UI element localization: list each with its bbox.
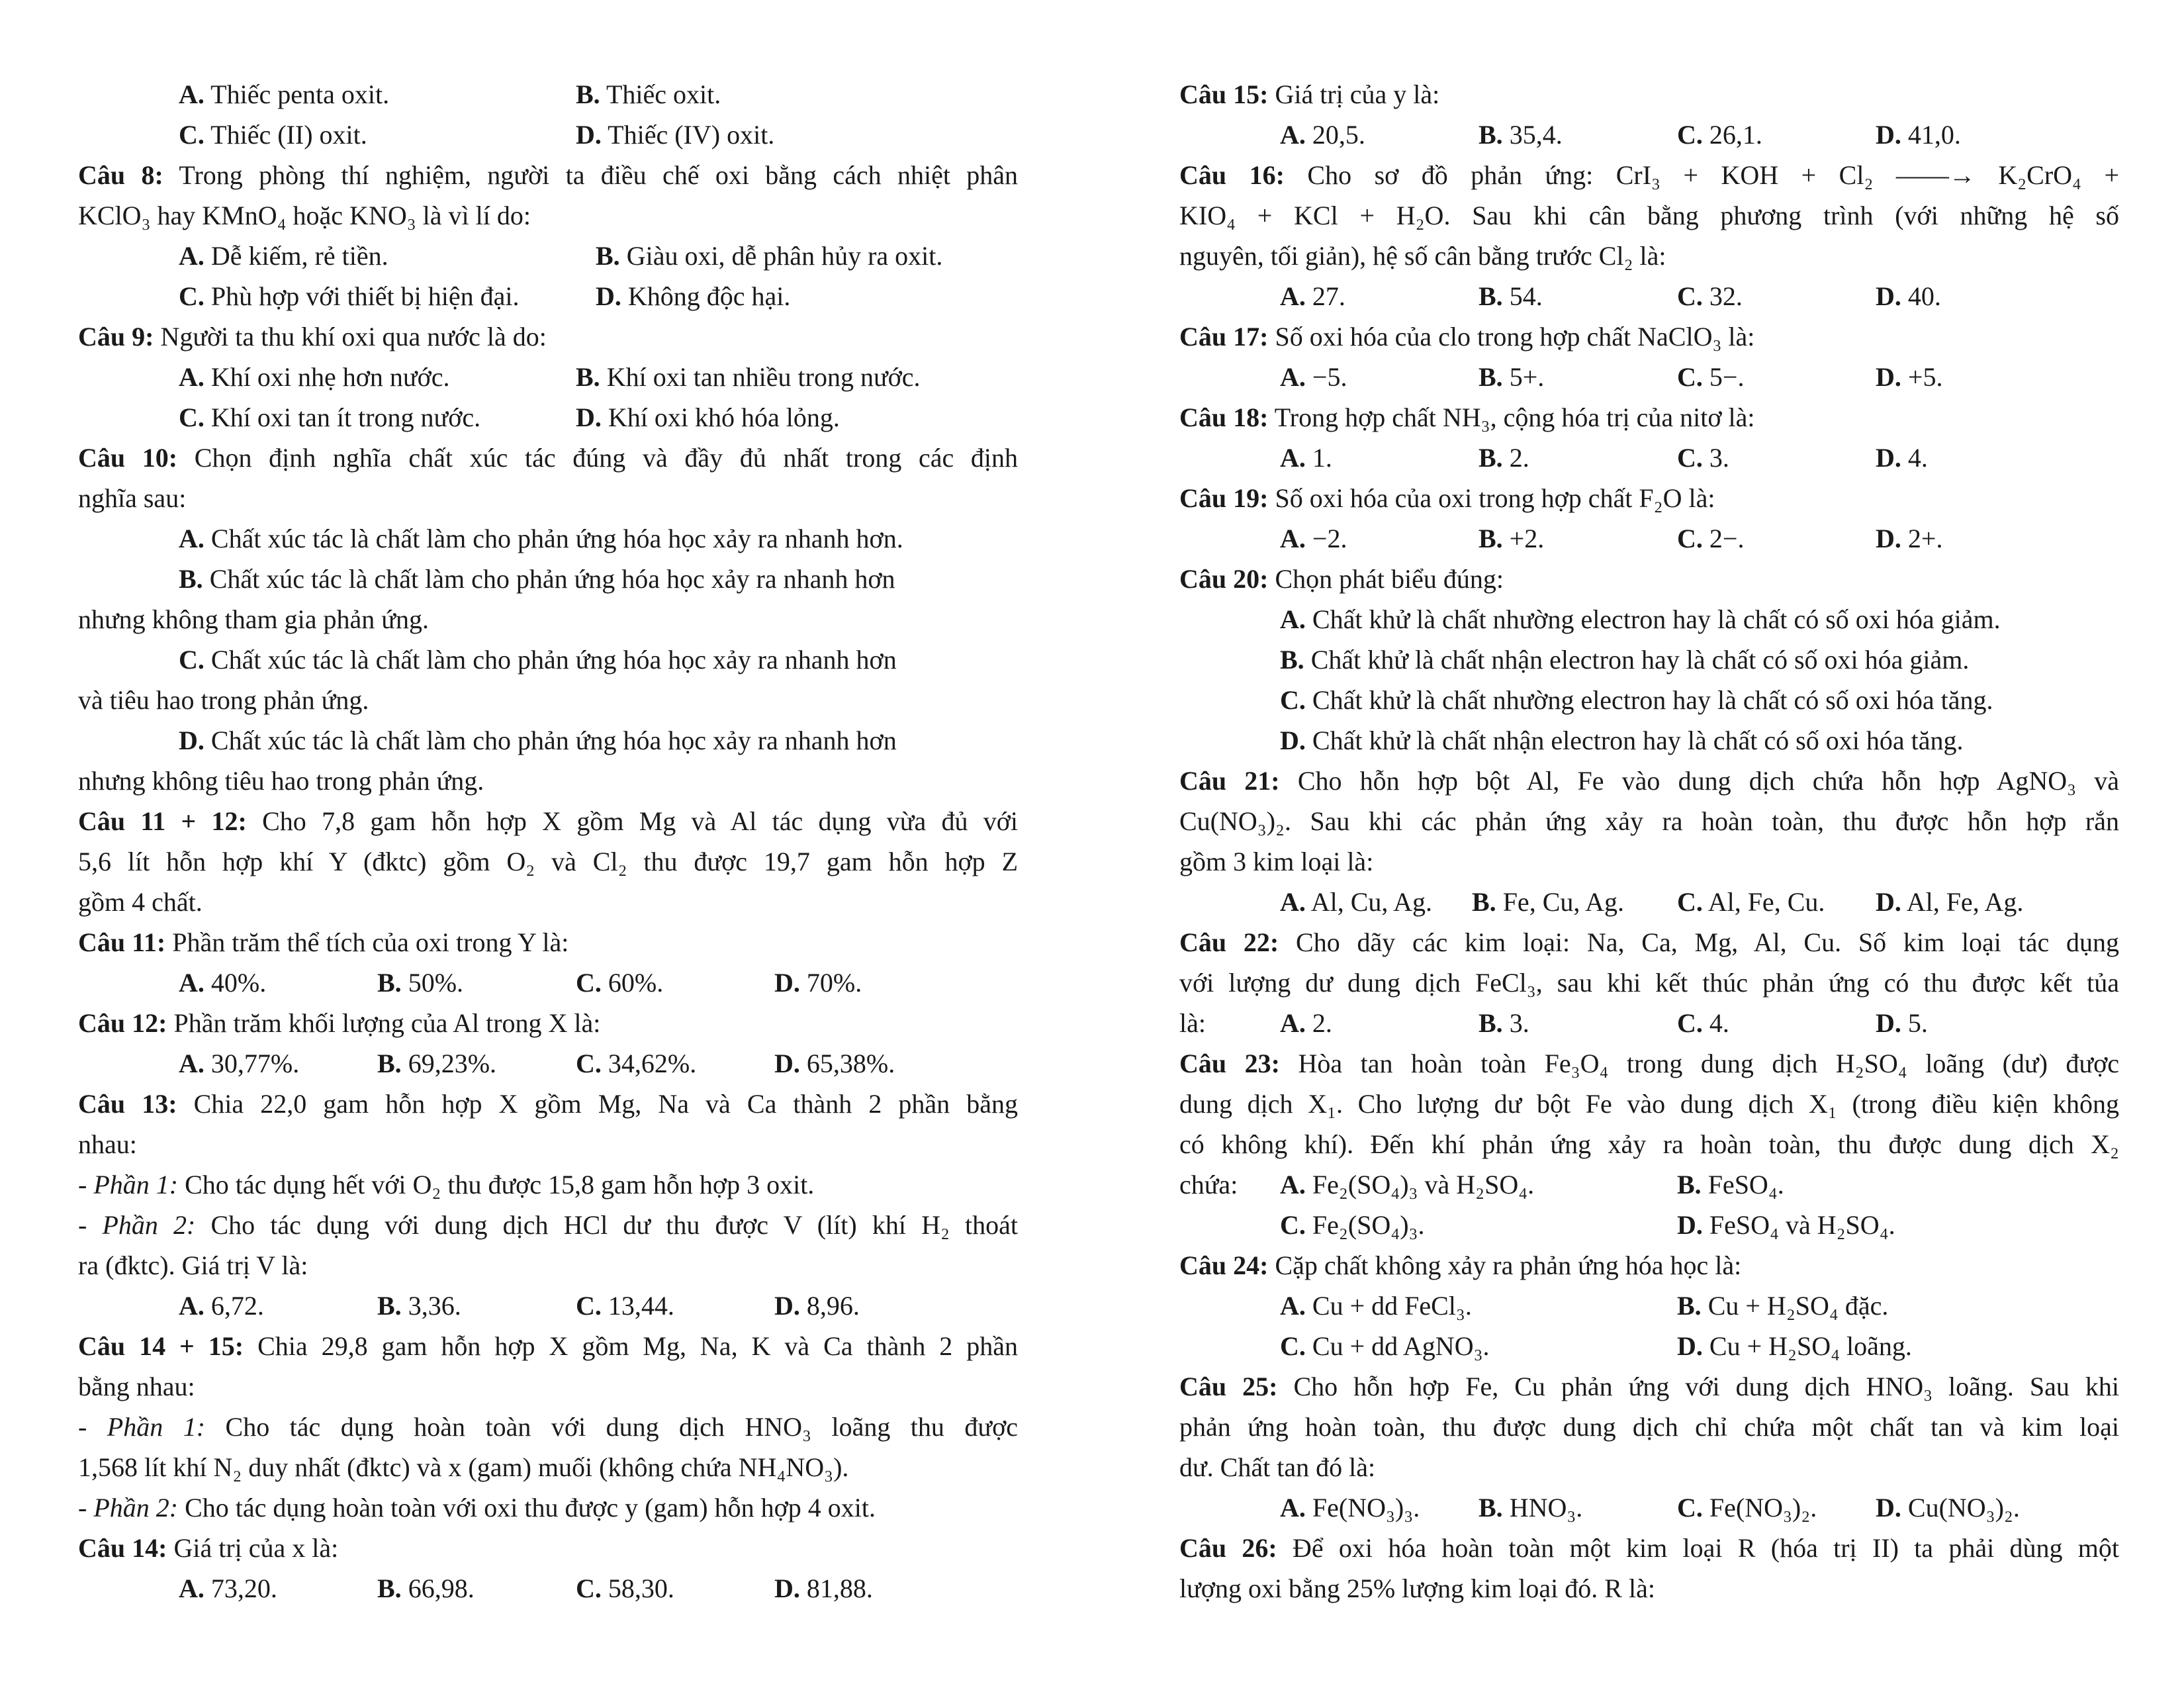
q18-option-c: C. 3. — [1677, 443, 1729, 473]
q14-15-part2: - Phần 2: Cho tác dụng hoàn toàn với oxi thu được y (gam) hỗn hợp 4 oxit. — [78, 1493, 876, 1523]
q14-option-a: A. 73,20. — [179, 1573, 277, 1603]
q8-options-row2 — [78, 276, 1018, 316]
q25-option-b: B. HNO₃. — [1479, 1493, 1583, 1523]
q12-option-c: C. 34,62%. — [576, 1049, 697, 1078]
q19-option-c: C. 2−. — [1677, 524, 1745, 553]
q18-option-a: A. 1. — [1280, 443, 1332, 473]
q25-option-c: C. Fe(NO₃)₂. — [1677, 1493, 1817, 1523]
q10-option-c-line1: C. Chất xúc tác là chất làm cho phản ứng hóa học xảy ra nhanh hơn — [179, 645, 897, 675]
q15-option-d: D. 41,0. — [1876, 120, 1961, 150]
q12-stem: Câu 12: Phần trăm khối lượng của Al trong X là: — [78, 1008, 601, 1038]
q16-stem-line2: KIO₄ + KCl + H₂O. Sau khi cân bằng phương trình (với những hệ số — [1179, 201, 2119, 230]
q11-options — [78, 962, 1018, 1003]
q21-stem-line1: Câu 21: Cho hỗn hợp bột Al, Fe vào dung dịch chứa hỗn hợp AgNO₃ và — [1179, 766, 2120, 796]
q24-options-row2 — [1179, 1326, 2119, 1366]
q10-stem-line2: nghĩa sau: — [78, 483, 187, 513]
q20-option-b: B. Chất khử là chất nhận electron hay là chất có số oxi hóa giảm. — [1280, 645, 1970, 675]
q25-options — [1179, 1487, 2119, 1528]
q9-option-c: C. Khí oxi tan ít trong nước. — [179, 402, 481, 432]
q10-option-d-line1: D. Chất xúc tác là chất làm cho phản ứng hóa học xảy ra nhanh hơn — [179, 726, 897, 755]
q15-option-a: A. 20,5. — [1280, 120, 1365, 150]
q23-option-b: B. FeSO₄. — [1677, 1170, 1784, 1199]
q10-option-c-line2: và tiêu hao trong phản ứng. — [78, 685, 369, 715]
q23-stem-line4: chứa: — [1179, 1170, 1238, 1199]
q9-options-row1 — [78, 357, 1018, 397]
q9-options-row2 — [78, 397, 1018, 438]
q22-stem-line3: là: — [1179, 1008, 1206, 1038]
q21-stem-line2: Cu(NO₃)₂. Sau khi các phản ứng xảy ra hoàn toàn, thu được hỗn hợp rắn — [1179, 806, 2119, 836]
q26-stem-line1: Câu 26: Để oxi hóa hoàn toàn một kim loại R (hóa trị II) ta phải dùng một — [1179, 1533, 2119, 1563]
q13-stem-line1: Câu 13: Chia 22,0 gam hỗn hợp X gồm Mg, Na và Ca thành 2 phần bằng — [78, 1089, 1018, 1119]
q21-stem-line3: gồm 3 kim loại là: — [1179, 847, 1374, 876]
q11-option-c: C. 60%. — [576, 968, 664, 998]
q17-option-d: D. +5. — [1876, 362, 1943, 392]
q7-options-row2 — [78, 115, 1018, 155]
q21-option-d: D. Al, Fe, Ag. — [1876, 887, 2024, 917]
q17-option-c: C. 5−. — [1677, 362, 1745, 392]
q8-option-d: D. Không độc hại. — [596, 281, 791, 311]
left-column — [78, 74, 1018, 1609]
q16-option-a: A. 27. — [1280, 281, 1345, 311]
q24-option-d: D. Cu + H₂SO₄ loãng. — [1677, 1331, 1912, 1361]
q9-option-d: D. Khí oxi khó hóa lỏng. — [576, 402, 840, 432]
q13-option-a: A. 6,72. — [179, 1291, 264, 1321]
q21-option-c: C. Al, Fe, Cu. — [1677, 887, 1825, 917]
q19-stem: Câu 19: Số oxi hóa của oxi trong hợp chất F₂O là: — [1179, 483, 1715, 513]
q23-stem-line2: dung dịch X₁. Cho lượng dư bột Fe vào dung dịch X₁ (trong điều kiện không — [1179, 1089, 2119, 1119]
q14-option-c: C. 58,30. — [576, 1573, 674, 1603]
q22-stem-line2: với lượng dư dung dịch FeCl₃, sau khi kết thúc phản ứng có thu được kết tủa — [1179, 968, 2119, 998]
q15-option-b: B. 35,4. — [1479, 120, 1563, 150]
q11-12-stem-line3: gồm 4 chất. — [78, 887, 203, 917]
right-column — [1179, 74, 2119, 1609]
q13-options — [78, 1286, 1018, 1326]
q10-option-d-line2: nhưng không tiêu hao trong phản ứng. — [78, 766, 484, 796]
q21-options — [1179, 882, 2119, 922]
q15-options — [1179, 115, 2119, 155]
q13-option-d: D. 8,96. — [774, 1291, 860, 1321]
q24-option-b: B. Cu + H₂SO₄ đặc. — [1677, 1291, 1889, 1321]
q8-stem-line2: KClO₃ hay KMnO₄ hoặc KNO₃ là vì lí do: — [78, 201, 531, 230]
q21-option-a: A. Al, Cu, Ag. — [1280, 887, 1433, 917]
q7-option-c: C. Thiếc (II) oxit. — [179, 120, 367, 150]
q18-option-b: B. 2. — [1479, 443, 1529, 473]
q8-option-c: C. Phù hợp với thiết bị hiện đại. — [179, 281, 520, 311]
q14-stem: Câu 14: Giá trị của x là: — [78, 1533, 339, 1563]
q19-options — [1179, 518, 2119, 559]
q10-option-b-line2: nhưng không tham gia phản ứng. — [78, 604, 429, 634]
q25-option-d: D. Cu(NO₃)₂. — [1876, 1493, 2020, 1523]
q14-15-part1-line2: 1,568 lít khí N₂ duy nhất (đktc) và x (gam) muối (không chứa NH₄NO₃). — [78, 1452, 849, 1482]
q22-option-d: D. 5. — [1876, 1008, 1928, 1038]
q15-stem: Câu 15: Giá trị của y là: — [1179, 79, 1440, 109]
q7-options-row1 — [78, 74, 1018, 115]
q17-option-b: B. 5+. — [1479, 362, 1545, 392]
q19-option-d: D. 2+. — [1876, 524, 1943, 553]
q12-option-b: B. 69,23%. — [377, 1049, 497, 1078]
q22-option-a: A. 2. — [1280, 1008, 1332, 1038]
q16-stem-line3: nguyên, tối giản), hệ số cân bằng trước Cl₂ là: — [1179, 241, 1666, 271]
q13-part2-line1: - Phần 2: Cho tác dụng với dung dịch HCl dư thu được V (lít) khí H₂ thoát — [78, 1210, 1019, 1240]
q20-stem: Câu 20: Chọn phát biểu đúng: — [1179, 564, 1504, 594]
q22-option-b: B. 3. — [1479, 1008, 1529, 1038]
q12-options — [78, 1043, 1018, 1084]
q14-15-stem-line2: bằng nhau: — [78, 1372, 195, 1401]
q16-stem-line1: Câu 16: Cho sơ đồ phản ứng: CrI₃ + KOH + Cl₂ ——→ K₂CrO₄ + — [1179, 160, 2120, 190]
q7-option-a: A. Thiếc penta oxit. — [179, 79, 390, 109]
q18-options — [1179, 438, 2119, 478]
q11-12-stem-line2: 5,6 lít hỗn hợp khí Y (đktc) gồm O₂ và Cl₂ thu được 19,7 gam hỗn hợp Z — [78, 847, 1018, 876]
q13-part1: - Phần 1: Cho tác dụng hết với O₂ thu được 15,8 gam hỗn hợp 3 oxit. — [78, 1170, 815, 1199]
q17-stem: Câu 17: Số oxi hóa của clo trong hợp chất NaClO₃ là: — [1179, 322, 1755, 352]
q14-15-part1-line1: - Phần 1: Cho tác dụng hoàn toàn với dung dịch HNO₃ loãng thu được — [78, 1412, 1018, 1442]
q15-option-c: C. 26,1. — [1677, 120, 1762, 150]
q13-option-c: C. 13,44. — [576, 1291, 674, 1321]
q14-15-stem-line1: Câu 14 + 15: Chia 29,8 gam hỗn hợp X gồm Mg, Na, K và Ca thành 2 phần — [78, 1331, 1019, 1361]
q12-option-d: D. 65,38%. — [774, 1049, 895, 1078]
q14-option-b: B. 66,98. — [377, 1573, 475, 1603]
q10-stem-line1: Câu 10: Chọn định nghĩa chất xúc tác đúng và đầy đủ nhất trong các định — [78, 443, 1019, 473]
q18-stem: Câu 18: Trong hợp chất NH₃, cộng hóa trị của nitơ là: — [1179, 402, 1755, 432]
q16-options — [1179, 276, 2119, 316]
q25-stem-line2: phản ứng hoàn toàn, thu được dung dịch chỉ chứa một chất tan và kim loại — [1179, 1412, 2119, 1442]
q7-option-d: D. Thiếc (IV) oxit. — [576, 120, 775, 150]
q9-option-b: B. Khí oxi tan nhiều trong nước. — [576, 362, 921, 392]
q24-option-a: A. Cu + dd FeCl₃. — [1280, 1291, 1472, 1321]
q25-option-a: A. Fe(NO₃)₃. — [1280, 1493, 1420, 1523]
q24-option-c: C. Cu + dd AgNO₃. — [1280, 1331, 1490, 1361]
q25-stem-line1: Câu 25: Cho hỗn hợp Fe, Cu phản ứng với dung dịch HNO₃ loãng. Sau khi — [1179, 1372, 2120, 1401]
q7-option-b: B. Thiếc oxit. — [576, 79, 721, 109]
q13-part2-line2: ra (đktc). Giá trị V là: — [78, 1250, 308, 1280]
q8-stem-line1: Câu 8: Trong phòng thí nghiệm, người ta điều chế oxi bằng cách nhiệt phân — [78, 160, 1019, 190]
q20-option-a: A. Chất khử là chất nhường electron hay là chất có số oxi hóa giảm. — [1280, 604, 2001, 634]
q18-option-d: D. 4. — [1876, 443, 1928, 473]
q23-options-row1 — [1179, 1164, 2119, 1205]
q19-option-b: B. +2. — [1479, 524, 1545, 553]
q9-option-a: A. Khí oxi nhẹ hơn nước. — [179, 362, 450, 392]
q19-option-a: A. −2. — [1280, 524, 1347, 553]
q13-stem-line2: nhau: — [78, 1129, 137, 1159]
q22-stem-line1: Câu 22: Cho dãy các kim loại: Na, Ca, Mg, Al, Cu. Số kim loại tác dụng — [1179, 927, 2120, 957]
q24-stem: Câu 24: Cặp chất không xảy ra phản ứng hóa học là: — [1179, 1250, 1742, 1280]
q22-option-c: C. 4. — [1677, 1008, 1729, 1038]
q14-option-d: D. 81,88. — [774, 1573, 873, 1603]
q14-options — [78, 1568, 1018, 1609]
q17-options — [1179, 357, 2119, 397]
q13-option-b: B. 3,36. — [377, 1291, 461, 1321]
q11-stem: Câu 11: Phần trăm thể tích của oxi trong Y là: — [78, 927, 569, 957]
q9-stem: Câu 9: Người ta thu khí oxi qua nước là do: — [78, 322, 547, 352]
q10-option-b-line1: B. Chất xúc tác là chất làm cho phản ứng hóa học xảy ra nhanh hơn — [179, 564, 895, 594]
q21-option-b: B. Fe, Cu, Ag. — [1472, 887, 1625, 917]
q8-option-b: B. Giàu oxi, dễ phân hủy ra oxit. — [596, 241, 943, 271]
q23-option-a: A. Fe₂(SO₄)₃ và H₂SO₄. — [1280, 1170, 1535, 1199]
q23-option-d: D. FeSO₄ và H₂SO₄. — [1677, 1210, 1895, 1240]
q24-options-row1 — [1179, 1286, 2119, 1326]
q20-option-d: D. Chất khử là chất nhận electron hay là chất có số oxi hóa tăng. — [1280, 726, 1964, 755]
q16-option-c: C. 32. — [1677, 281, 1743, 311]
q16-option-d: D. 40. — [1876, 281, 1941, 311]
q10-option-a: A. Chất xúc tác là chất làm cho phản ứng hóa học xảy ra nhanh hơn. — [179, 524, 903, 553]
q12-option-a: A. 30,77%. — [179, 1049, 300, 1078]
q26-stem-line2: lượng oxi bằng 25% lượng kim loại đó. R là: — [1179, 1573, 1655, 1603]
q8-options-row1 — [78, 236, 1018, 276]
q23-options-row2 — [1179, 1205, 2119, 1245]
q20-option-c: C. Chất khử là chất nhường electron hay là chất có số oxi hóa tăng. — [1280, 685, 1993, 715]
q22-options — [1179, 1003, 2119, 1043]
q16-option-b: B. 54. — [1479, 281, 1543, 311]
q11-12-stem-line1: Câu 11 + 12: Cho 7,8 gam hỗn hợp X gồm Mg và Al tác dụng vừa đủ với — [78, 806, 1019, 836]
q17-option-a: A. −5. — [1280, 362, 1347, 392]
q11-option-a: A. 40%. — [179, 968, 267, 998]
q23-stem-line1: Câu 23: Hòa tan hoàn toàn Fe₃O₄ trong dung dịch H₂SO₄ loãng (dư) được — [1179, 1049, 2120, 1078]
q23-option-c: C. Fe₂(SO₄)₃. — [1280, 1210, 1425, 1240]
q11-option-b: B. 50%. — [377, 968, 464, 998]
q11-option-d: D. 70%. — [774, 968, 862, 998]
q25-stem-line3: dư. Chất tan đó là: — [1179, 1452, 1376, 1482]
q23-stem-line3: có không khí). Đến khí phản ứng xảy ra hoàn toàn, thu được dung dịch X₂ — [1179, 1129, 2119, 1159]
q8-option-a: A. Dễ kiếm, rẻ tiền. — [179, 241, 388, 271]
